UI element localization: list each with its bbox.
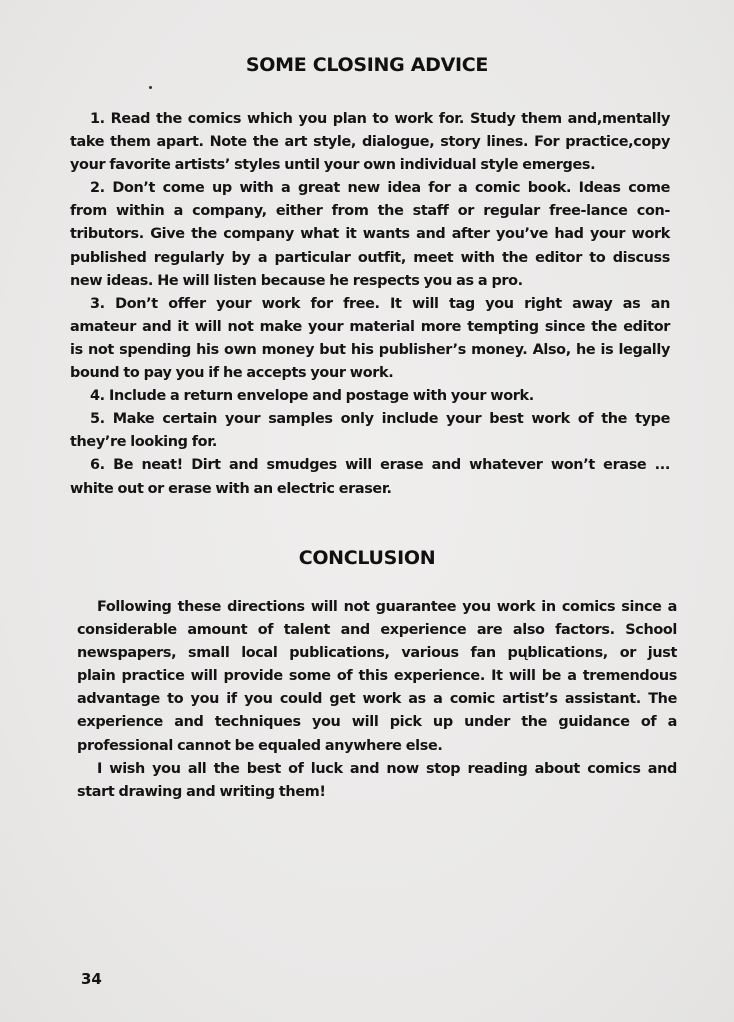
text-line: amateur and it will not make your material more tempting since the editor [70,318,670,335]
text-line: from within a company, either from the staff or regular free-lance con- [70,203,670,220]
text-line: 5. Make certain your samples only include your best work of the type [90,411,670,428]
advice-item [70,454,670,500]
advice-item [70,293,670,385]
text-line: white out or erase with an electric eraser. [70,480,392,497]
text-line: new ideas. He will listen because he respects you as a pro. [70,272,523,289]
advice-item [70,108,670,177]
advice-item [70,385,670,408]
text-line: 1. Read the comics which you plan to work for. Study them and,mentally [90,111,670,127]
text-line: your favorite artists’ styles until your own individual style emerges. [70,157,596,174]
text-line: tributors. Give the company what it wants and after you’ve had your work [70,226,670,243]
text-line: Following these directions will not guarantee you work in comics since a [97,599,677,615]
conclusion-body [77,596,677,804]
text-line: is not spending his own money but his publisher’s money. Also, he is legally [70,341,670,358]
advice-item [70,408,670,454]
conclusion-paragraph [77,596,677,758]
text-line: experience and techniques you will pick up under the guidance of a [77,714,677,731]
page-number: 34 [81,970,102,988]
text-line: take them apart. Note the art style, dialogue, story lines. For practice,copy [70,134,670,151]
advice-item [70,177,670,292]
text-line: 3. Don’t offer your work for free. It will tag you right away as an [90,295,670,312]
ink-speck [149,86,152,89]
text-line: newspapers, small local publications, various fan pųblications, or just [77,645,677,662]
text-line: start drawing and writing them! [77,783,326,800]
text-line: advantage to you if you could get work as a comic artist’s assistant. The [77,691,677,708]
text-line: 6. Be neat! Dirt and smudges will erase and whatever won’t erase ... [90,457,670,474]
text-line: published regularly by a particular outfit, meet with the editor to discuss [70,249,670,266]
text-line: bound to pay you if he accepts your work. [70,365,394,382]
section-title-conclusion: CONCLUSION [298,547,436,569]
text-line: professional cannot be equaled anywhere else. [77,737,443,754]
section-title-closing-advice: SOME CLOSING ADVICE [245,54,489,76]
text-line: I wish you all the best of luck and now stop reading about comics and [97,760,677,777]
text-line: they’re looking for. [70,434,218,451]
conclusion-paragraph [77,758,677,804]
advice-list [70,108,670,501]
text-line: considerable amount of talent and experience are also factors. School [77,622,677,639]
text-line: 2. Don’t come up with a great new idea for a comic book. Ideas come [90,180,670,197]
text-line: plain practice will provide some of this experience. It will be a tremendous [77,668,677,685]
text-line: 4. Include a return envelope and postage with your work. [90,388,534,405]
